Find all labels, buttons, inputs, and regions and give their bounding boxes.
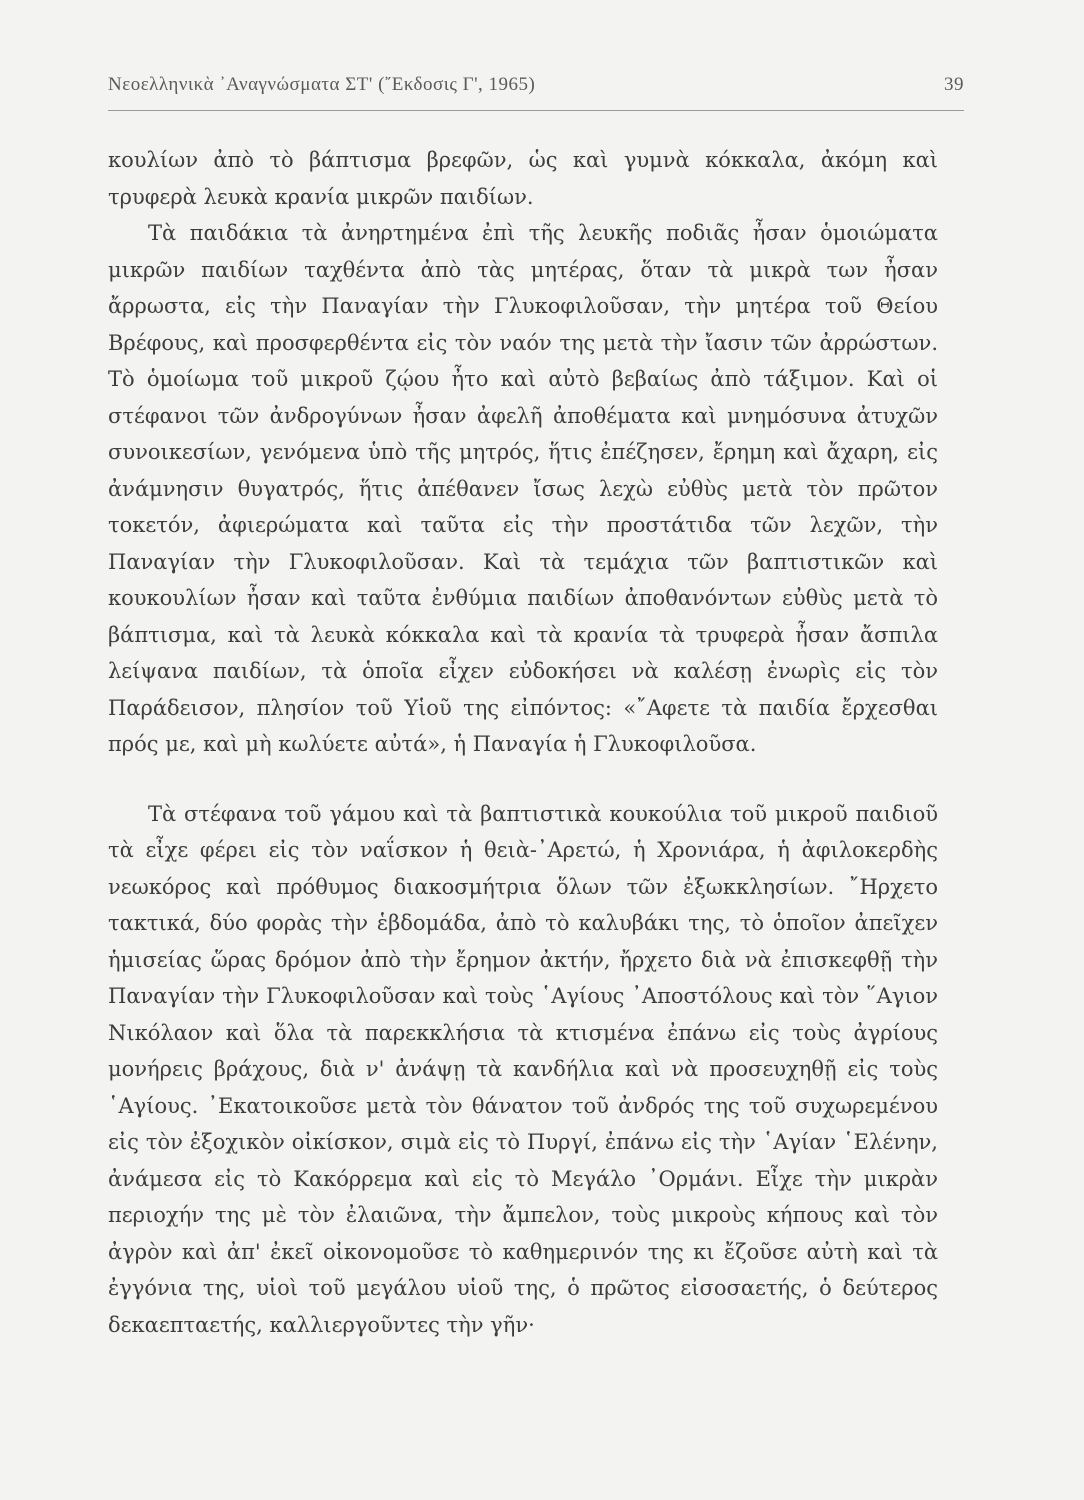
paragraph: Τὰ παιδάκια τὰ ἀνηρτημένα ἐπὶ τῆς λευκῆς ποδιᾶς ἦσαν ὁμοιώματα μικρῶν παιδίων ταχθέντα ἀπὸ τὰς μητέρας, ὅταν τὰ μικρὰ των ἦσαν ἄρρωστα, εἰς τὴν Παναγίαν τὴν Γλυκοφιλοῦσαν, τὴν μητέρα τοῦ Θείου Βρέφους, καὶ προσφερθέντα εἰς τὸν ναόν της μετὰ τὴν ἴασιν τῶν ἀρρώστων. Τὸ ὁμοίωμα τοῦ μικροῦ ζῴου ἦτο καὶ αὐτὸ βεβαίως ἀπὸ τάξιμον. Καὶ οἱ στέφανοι τῶν ἀνδρογύνων ἦσαν ἀφελῆ ἀποθέματα καὶ μνημόσυνα ἀτυχῶν συνοικεσίων, γενόμενα ὑπὸ τῆς μητρός, ἥτις ἐπέζησεν, ἔρημη καὶ ἄχαρη, εἰς ἀνάμνησιν θυγατρός, ἥτις ἀπέθανεν ἴσως λεχὼ εὐθὺς μετὰ τὸν πρῶτον τοκετόν, ἀφιερώματα καὶ ταῦτα εἰς τὴν προστάτιδα τῶν λεχῶν, τὴν Παναγίαν τὴν Γλυκοφιλοῦσαν. Καὶ τὰ τεμάχια τῶν βαπτιστικῶν καὶ κουκουλίων ἦσαν καὶ ταῦτα ἐνθύμια παιδίων ἀποθανόντων εὐθὺς μετὰ τὸ βάπτισμα, καὶ τὰ λευκὰ κόκκαλα καὶ τὰ κρανία τὰ τρυφερὰ ἦσαν ἄσπιλα λείψανα παιδίων, τὰ ὁποῖα εἶχεν εὐδοκήσει νὰ καλέσῃ ἐνωρὶς εἰς τὸν Παράδεισον, πλησίον τοῦ Υἱοῦ της εἰπόντος: «῎Αφετε τὰ παιδία ἔρχεσθαι πρός με, καὶ μὴ κωλύετε αὐτά», ἡ Παναγία ἡ Γλυκοφιλοῦσα.	[108, 221, 938, 756]
page-number: 39	[944, 74, 964, 95]
body-text	[108, 142, 938, 1343]
header-rule	[108, 110, 964, 111]
running-header	[108, 74, 964, 104]
paragraph: Τὰ στέφανα τοῦ γάμου καὶ τὰ βαπτιστικὰ κουκούλια τοῦ μικροῦ παιδιοῦ τὰ εἶχε φέρει εἰς τὸν ναΐσκον ἡ θειὰ-᾿Αρετώ, ἡ Χρονιάρα, ἡ ἀφιλοκερδὴς νεωκόρος καὶ πρόθυμος διακοσμήτρια ὅλων τῶν ἐξωκκλησίων. ῎Ηρχετο τακτικά, δύο φορὰς τὴν ἑβδομάδα, ἀπὸ τὸ καλυβάκι της, τὸ ὁποῖον ἀπεῖχεν ἡμισείας ὥρας δρόμον ἀπὸ τὴν ἔρημον ἀκτήν, ἤρχετο διὰ νὰ ἐπισκεφθῇ τὴν Παναγίαν τὴν Γλυκοφιλοῦσαν καὶ τοὺς ῾Αγίους ᾿Αποστόλους καὶ τὸν ῞Αγιον Νικόλαον καὶ ὅλα τὰ παρεκκλήσια τὰ κτισμένα ἐπάνω εἰς τοὺς ἀγρίους μονήρεις βράχους, διὰ ν' ἀνάψῃ τὰ κανδήλια καὶ νὰ προσευχηθῇ εἰς τοὺς ῾Αγίους. ᾿Εκατοικοῦσε μετὰ τὸν θάνατον τοῦ ἀνδρός της τοῦ συχωρεμένου εἰς τὸν ἐξοχικὸν οἰκίσκον, σιμὰ εἰς τὸ Πυργί, ἐπάνω εἰς τὴν ῾Αγίαν ῾Ελένην, ἀνάμεσα εἰς τὸ Κακόρρεμα καὶ εἰς τὸ Μεγάλο ᾿Ορμάνι. Εἶχε τὴν μικρὰν περιοχήν της μὲ τὸν ἐλαιῶνα, τὴν ἄμπελον, τοὺς μικροὺς κήπους καὶ τὸν ἀγρὸν καὶ ἀπ' ἐκεῖ οἰκονομοῦσε τὸ καθημερινόν της κι ἔζοῦσε αὐτὴ καὶ τὰ ἐγγόνια της, υἱοὶ τοῦ μεγάλου υἱοῦ της, ὁ πρῶτος εἰσοσαετής, ὁ δεύτερος δεκαεπταετής, καλλιεργοῦντες τὴν γῆν·	[108, 801, 938, 1337]
paragraph-continued: κουλίων ἀπὸ τὸ βάπτισμα βρεφῶν, ὡς καὶ γυμνὰ κόκκαλα, ἀκόμη καὶ τρυφερὰ λευκὰ κρανία μικρῶν παιδίων.	[108, 148, 938, 209]
header-title: Νεοελληνικὰ ᾿Αναγνώσματα ΣΤ' (῎Εκδοσις Γ', 1965)	[108, 74, 536, 95]
